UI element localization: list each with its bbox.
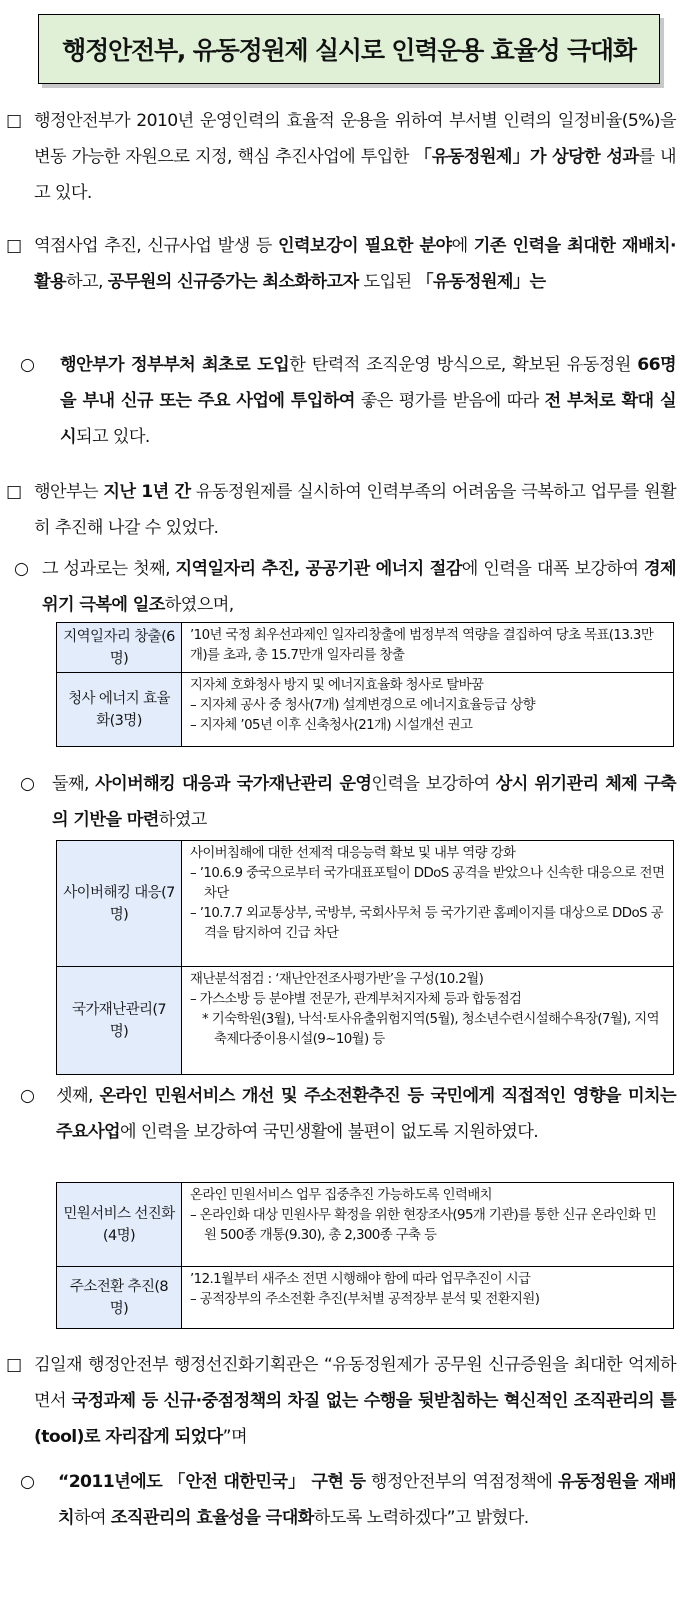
row-label: 민원서비스 선진화(4명) (57, 1183, 182, 1267)
square-bullet: □ (6, 1355, 22, 1375)
content-line: – 가스소방 등 분야별 전문가, 관계부처지자체 등과 합동점검 (190, 992, 522, 1007)
row-content (182, 623, 674, 673)
circle-bullet: ○ (20, 1086, 35, 1106)
content-line: – 공적장부의 주소전환 추진(부처별 공적장부 분석 및 전환지원) (190, 1292, 540, 1307)
square-bullet: □ (6, 482, 22, 502)
row-content (182, 1183, 674, 1267)
content-line: ’10년 국정 최우선과제인 일자리창출에 범정부적 역량을 결집하여 당초 목표(13.3만개)를 초과, 총 15.7만개 일자리를 창출 (190, 628, 654, 663)
content-line: * 기숙학원(3월), 낙석·토사유출위험지역(5월), 청소년수련시설해수욕장(7월), 지역축제다중이용시설(9~10월) 등 (202, 1012, 659, 1047)
p5-text-1: 그 성과로는 첫째, (42, 559, 176, 579)
p6-bold-2: 상시 위기관리 체제 구축의 기반을 마련 (52, 774, 677, 830)
p9-text-3: 하도록 노력하겠다”고 밝혔다. (313, 1508, 529, 1528)
p2-bold-2: 기존 인력을 최대한 재배치·활용 (34, 236, 676, 292)
p7-text-1: 셋째, (56, 1086, 100, 1106)
p2-text-3: 하고, (66, 272, 108, 292)
p6-bold-1: 사이버해킹 대응과 국가재난관리 운영 (95, 774, 372, 794)
content-line: 지자체 호화청사 방지 및 에너지효율화 청사로 탈바꿈 (190, 678, 484, 693)
content-line: – ’10.7.7 외교통상부, 국방부, 국회사무처 등 국가기관 홈페이지를 대상으로 DDoS 공격을 탐지하여 긴급 차단 (190, 906, 663, 941)
content-line: – 온라인화 대상 민원사무 확정을 위한 현장조사(95개 기관)를 통한 신규 온라인화 민원 500종 개통(9.30), 총 2,300종 구축 등 (190, 1208, 657, 1243)
p5-text-3: 하였으며, (164, 595, 234, 615)
content-line: 재난분석점검 : ‘재난안전조사평가반’을 구성(10.2월) (190, 972, 484, 987)
circle-bullet: ○ (20, 1472, 35, 1492)
p1-bold-1: 「유동정원제」가 상당한 성과 (414, 147, 639, 167)
p9-bold-3: 조직관리의 효율성을 극대화 (110, 1508, 314, 1528)
square-bullet: □ (6, 111, 22, 131)
row-content (182, 673, 674, 747)
p9-text-1: 행정안전부의 역점정책에 (365, 1472, 558, 1492)
page-title: 행정안전부, 유동정원제 실시로 인력운용 효율성 극대화 (62, 36, 636, 65)
title-box (38, 14, 660, 84)
table-row (57, 1267, 674, 1329)
p4-text-1: 행안부는 (34, 482, 104, 502)
p6-text-3: 하였고 (158, 810, 207, 830)
table-row (57, 623, 674, 673)
table-row (57, 673, 674, 747)
p2-bold-4: 「유동정원제」는 (416, 272, 546, 292)
table-cyber-disaster (56, 840, 674, 1075)
paragraph-2 (6, 228, 676, 300)
p9-bold-1: “2011년에도 「안전 대한민국」 구현 등 (58, 1472, 366, 1492)
p8-text-1: 김일재 행정안전부 행정선진화기획관은 “유동정원제가 공무원 신규증원을 최대한 억제하면서 (34, 1355, 676, 1411)
p1-text-1: 행정안전부가 2010년 운영인력의 효율적 운용을 위하여 부서별 인력의 일정비율(5%)을 변동 가능한 자원으로 지정, 핵심 추진사업에 투입한 (34, 111, 676, 167)
p2-bold-1: 인력보강이 필요한 분야 (278, 236, 452, 256)
p2-bold-3: 공무원의 신규증가는 최소화하고자 (107, 272, 359, 292)
p3-text-3: 되고 있다. (76, 427, 150, 447)
p4-bold-1: 지난 1년 간 (103, 482, 191, 502)
paragraph-8 (6, 1347, 676, 1455)
circle-bullet: ○ (20, 355, 35, 375)
p5-bold-1: 지역일자리 추진, 공공기관 에너지 절감 (175, 559, 462, 579)
circle-bullet: ○ (14, 559, 29, 579)
row-label: 지역일자리 창출(6명) (57, 623, 182, 673)
p6-text-1: 둘째, (52, 774, 96, 794)
content-line: 온라인 민원서비스 업무 집중추진 가능하도록 인력배치 (190, 1188, 492, 1203)
p8-text-2: ”며 (222, 1427, 247, 1447)
p2-text-4: 도입된 (358, 272, 417, 292)
content-line: 사이버침해에 대한 선제적 대응능력 확보 및 내부 역량 강화 (190, 846, 516, 861)
p5-bold-2: 경제위기 극복에 일조 (42, 559, 676, 615)
table-row (57, 841, 674, 967)
square-bullet: □ (6, 236, 22, 256)
p9-bold-2: 유동정원을 재배치 (58, 1472, 676, 1528)
row-content (182, 841, 674, 967)
p8-bold-1: 국정과제 등 신규·중점정책의 차질 없는 수행을 뒷받침하는 혁신적인 조직관리의 틀(tool)로 자리잡게 되었다 (34, 1391, 677, 1447)
circle-bullet: ○ (20, 774, 35, 794)
p1-text-2: 를 내고 있다. (34, 147, 676, 203)
p9-text-2: 하여 (74, 1508, 111, 1528)
table-civil-address (56, 1182, 674, 1329)
p2-text-1: 역점사업 추진, 신규사업 발생 등 (34, 236, 279, 256)
row-label: 국가재난관리(7명) (57, 967, 182, 1075)
p5-text-2: 에 인력을 대폭 보강하여 (461, 559, 644, 579)
paragraph-4 (6, 474, 676, 546)
table-row (57, 967, 674, 1075)
p6-text-2: 인력을 보강하여 (371, 774, 496, 794)
p3-bold-1: 행안부가 정부부처 최초로 도입 (60, 355, 290, 375)
table-jobs-energy (56, 622, 674, 747)
content-line: – 지자체 ’05년 이후 신축청사(21개) 시설개선 권고 (190, 718, 473, 733)
paragraph-3 (20, 347, 676, 455)
content-line: – ’10.6.9 중국으로부터 국가대표포털이 DDoS 공격을 받았으나 신속한 대응으로 전면 차단 (190, 866, 665, 901)
p3-bold-3: 전 부처로 확대 실시 (60, 391, 676, 447)
p2-text-2: 에 (451, 236, 474, 256)
p3-bold-2: 66명을 부내 신규 또는 주요 사업에 투입하여 (60, 355, 676, 411)
p7-text-2: 에 인력을 보강하여 국민생활에 불편이 없도록 지원하였다. (120, 1122, 539, 1142)
paragraph-5 (14, 551, 676, 623)
content-line: – 지자체 공사 중 청사(7개) 설계변경으로 에너지효율등급 상향 (190, 698, 535, 713)
paragraph-6 (20, 766, 676, 838)
row-content (182, 967, 674, 1075)
table-row (57, 1183, 674, 1267)
p3-text-2: 좋은 평가를 받음에 따라 (354, 391, 545, 411)
content-line: ’12.1월부터 새주소 전면 시행해야 함에 따라 업무추진이 시급 (190, 1272, 531, 1287)
p3-text-1: 한 탄력적 조직운영 방식으로, 확보된 유동정원 (289, 355, 638, 375)
paragraph-9 (20, 1464, 676, 1536)
p4-text-2: 유동정원제를 실시하여 인력부족의 어려움을 극복하고 업무를 원활히 추진해 나갈 수 있었다. (34, 482, 676, 538)
paragraph-1 (6, 103, 676, 211)
row-label: 주소전환 추진(8명) (57, 1267, 182, 1329)
p7-bold-1: 온라인 민원서비스 개선 및 주소전환추진 등 국민에게 직접적인 영향을 미치는 주요사업 (56, 1086, 677, 1142)
row-label: 사이버해킹 대응(7명) (57, 841, 182, 967)
row-content (182, 1267, 674, 1329)
row-label: 청사 에너지 효율화(3명) (57, 673, 182, 747)
paragraph-7 (20, 1078, 676, 1150)
